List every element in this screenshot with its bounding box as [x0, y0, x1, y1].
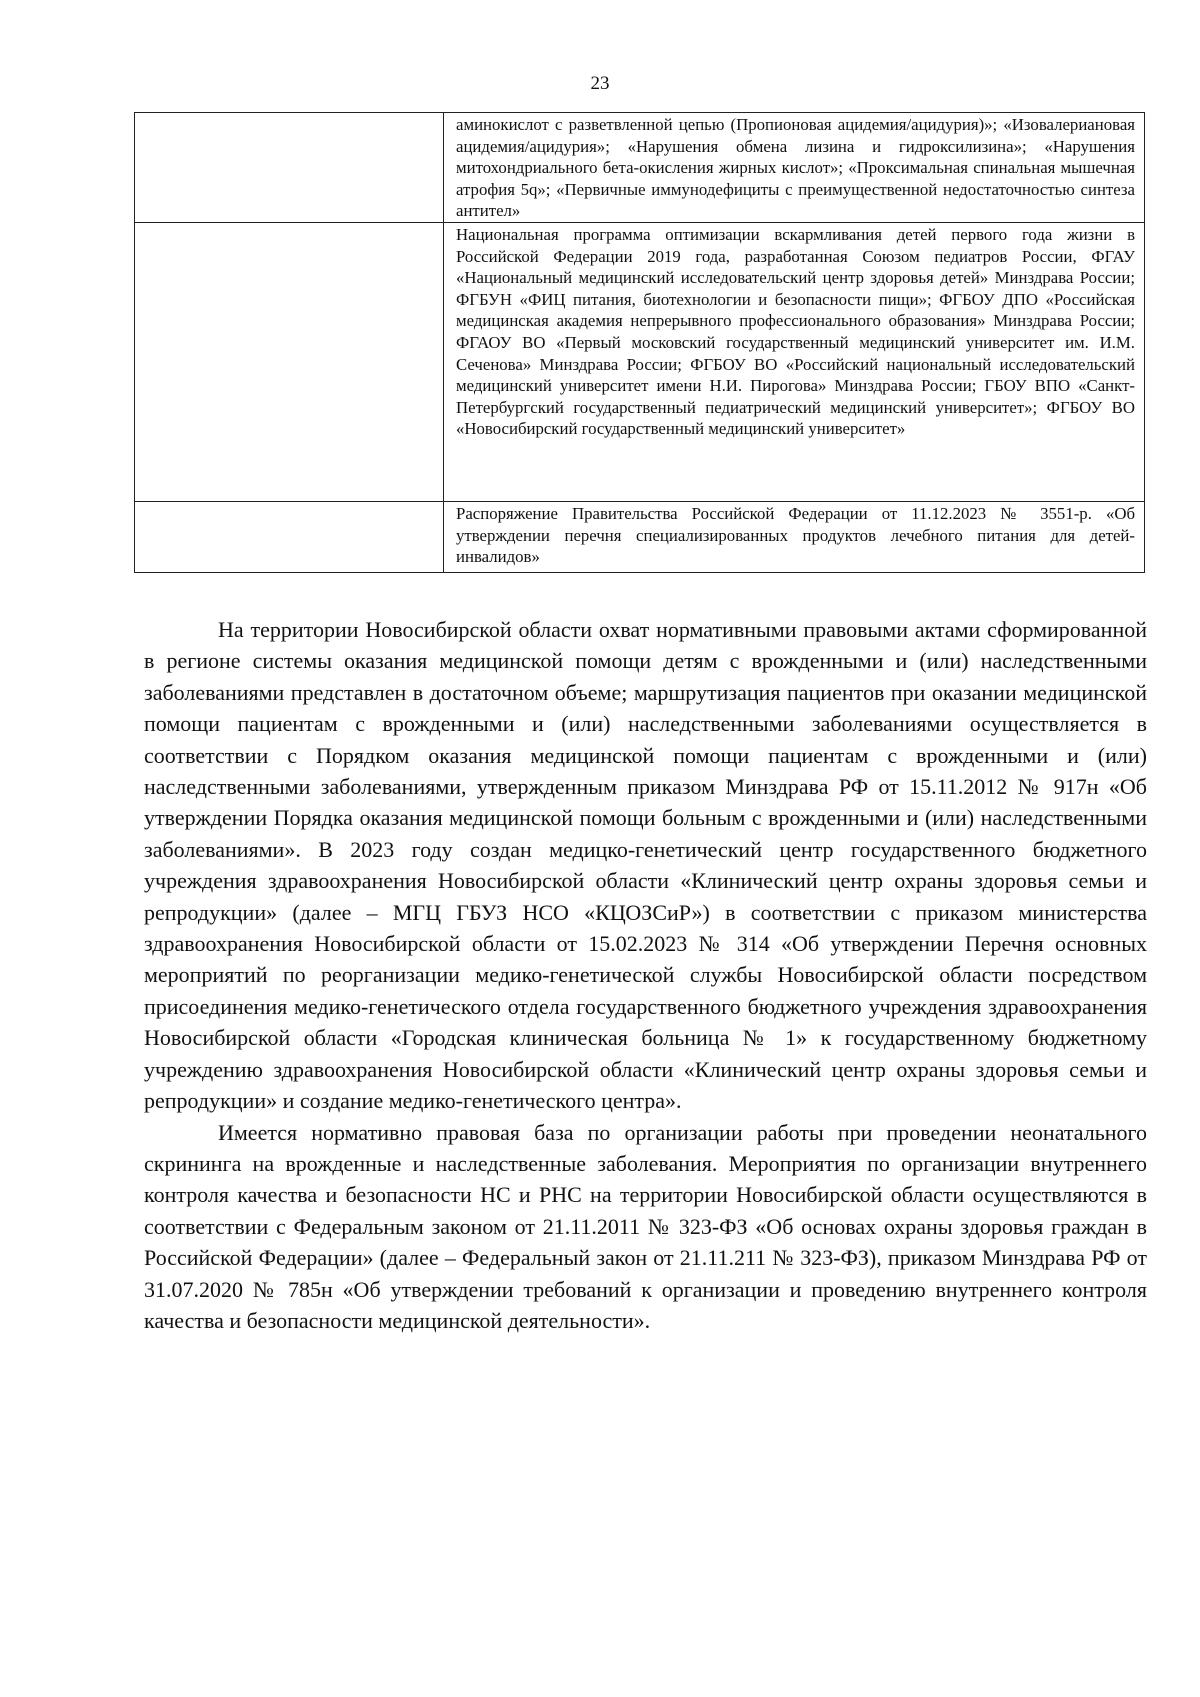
table-cell-right-text: Распоряжение Правительства Российской Федерации от 11.12.2023 № 3551-р. «Об утверждении перечня специализированных продуктов лечебного питания для детей-инвалидов»	[456, 503, 1135, 567]
table-row	[135, 113, 1145, 223]
table-cell-left-text	[135, 223, 443, 224]
table-cell-left-text	[135, 502, 443, 503]
table-cell-right	[444, 222, 1145, 501]
body-paragraph: Имеется нормативно правовая база по организации работы при проведении неонатального скрининга на врожденные и наследственные заболевания. Мероприятия по организации внутреннего контроля качества и безопасности НС и РНС на территории Новосибирской области осуществляются в соответствии с Федеральным законом от 21.11.2011 № 323-ФЗ «Об основах охраны здоровья граждан в Российской Федерации» (далее – Федеральный закон от 21.11.211 № 323-ФЗ), приказом Минздрава РФ от 31.07.2020 № 785н «Об утверждении требований к организации и проведению внутреннего контроля качества и безопасности медицинской деятельности».	[144, 1119, 1147, 1333]
body-paragraph: На территории Новосибирской области охват нормативными правовыми актами сформированной в регионе системы оказания медицинской помощи детям с врожденными и (или) наследственными заболеваниями представлен в достаточном объеме; маршрутизация пациентов при оказании медицинской помощи пациентам с врожденными и (или) наследственными заболеваниями осуществляется в соответствии с Порядком оказания медицинской помощи пациентам с врожденными и (или) наследственными заболеваниями, утвержденным приказом Минздрава РФ от 15.11.2012 № 917н «Об утверждении Порядка оказания медицинской помощи больным с врожденными и (или) наследственными заболеваниями». В 2023 году создан медицко-генетический центр государственного бюджетного учреждения здравоохранения Новосибирской области «Клинический центр охраны здоровья семьи и репродукции» (далее – МГЦ ГБУЗ НСО «КЦОЗСиР») в соответствии с приказом министерства здравоохранения Новосибирской области от 15.02.2023 № 314 «Об утверждении Перечня основных мероприятий по реорганизации медико-генетической службы Новосибирской области посредством присоединения медико-генетического отдела государственного бюджетного учреждения здравоохранения Новосибирской области «Городская клиническая больница № 1» к государственному бюджетному учреждению здравоохранения Новосибирской области «Клинический центр охраны здоровья семьи и репродукции» и создание медико-генетического центра».	[144, 617, 1147, 1114]
table-cell-right-text: Национальная программа оптимизации вскармливания детей первого года жизни в Российской Федерации 2019 года, разработанная Союзом педиатров России, ФГАУ «Национальный медицинский исследовательский центр здоровья детей» Минздрава России; ФГБУН «ФИЦ питания, биотехнологии и безопасности пищи»; ФГБОУ ДПО «Российская медицинская академия непрерывного профессионального образования» Минздрава России; ФГАОУ ВО «Первый московский государственный медицинский университет им. И.М. Сеченова» Минздрава России; ФГБОУ ВО «Российский национальный исследовательский медицинский университет имени Н.И. Пирогова» Минздрава России; ГБОУ ВПО «Санкт-Петербургский государственный педиатрический медицинский университет»; ФГБОУ ВО «Новосибирский государственный медицинский университет»	[456, 224, 1135, 439]
table-cell-right-text: аминокислот с разветвленной цепью (Пропионовая ацидемия/ацидурия)»; «Изовалериановая ацидемия/ацидурия»; «Нарушения обмена лизина и гидроксилизина»; «Нарушения митохондриального бета-окисления жирных кислот»; «Проксимальная спинальная мышечная атрофия 5q»; «Первичные иммунодефициты с преимущественной недостаточностью синтеза антител»	[456, 115, 1135, 221]
table-cell-left-text	[135, 113, 443, 114]
table-row	[135, 222, 1145, 501]
body-text	[144, 614, 1147, 1336]
table-row	[135, 501, 1145, 572]
table-cell-right	[444, 501, 1145, 572]
reference-table	[134, 112, 1145, 573]
table-cell-left	[135, 501, 444, 572]
table-cell-right	[444, 113, 1145, 223]
table-cell-left	[135, 222, 444, 501]
table-cell-left	[135, 113, 444, 223]
page-number: 23	[590, 73, 610, 94]
